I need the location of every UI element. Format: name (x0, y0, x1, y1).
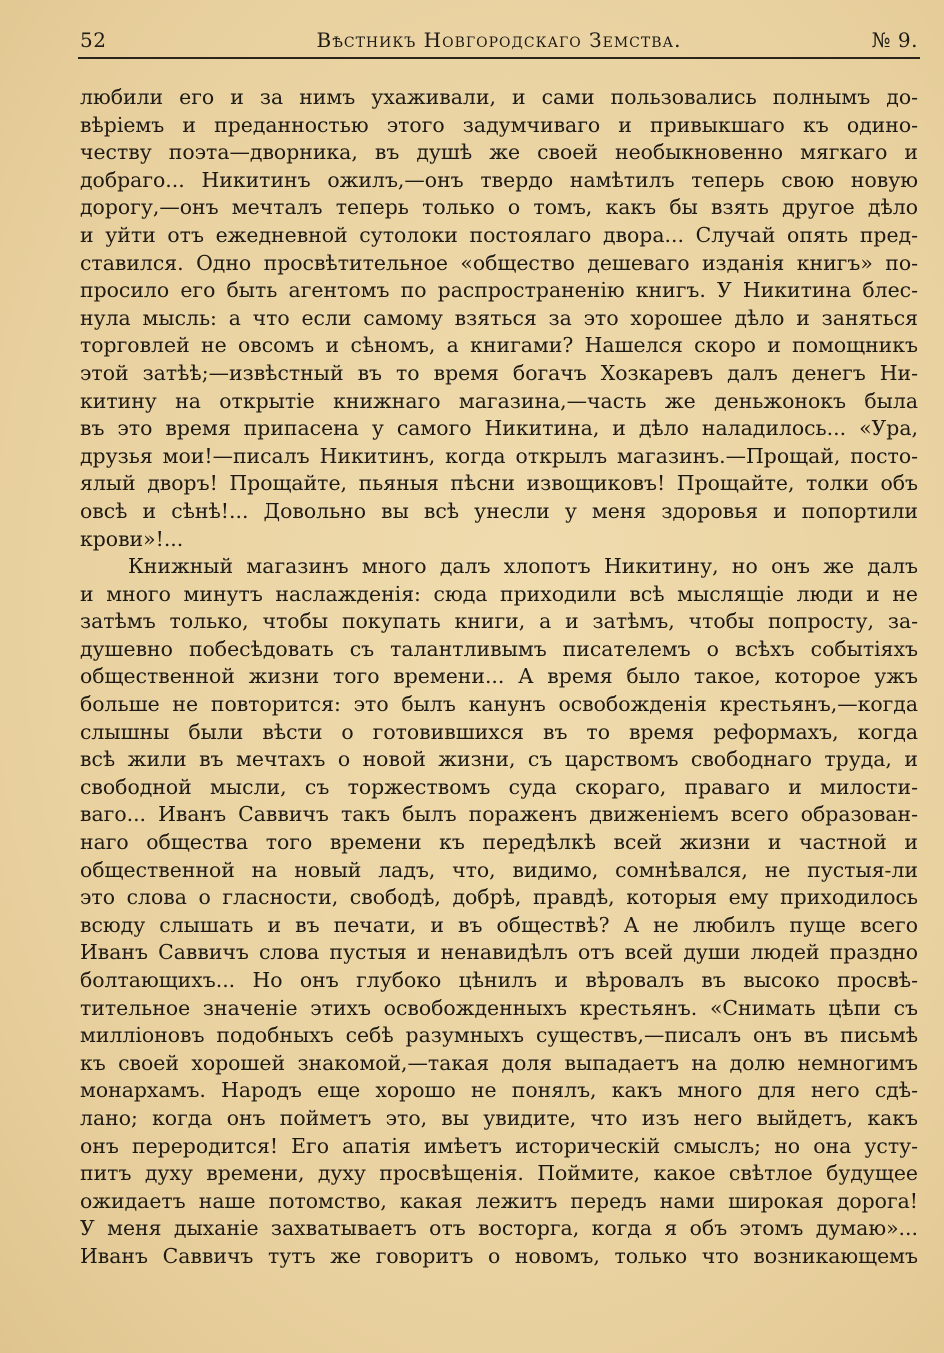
text-line: онъ переродится! Его апатія имѣетъ историческій смыслъ; но она усту- (80, 1133, 918, 1158)
text-line: болтающихъ... Но онъ глубоко цѣнилъ и вѣровалъ въ высоко просвѣ- (80, 968, 918, 992)
text-line: всѣ жили въ мечтахъ о новой жизни, съ царствомъ свободнаго труда, и (80, 747, 918, 772)
text-line: и уйти отъ ежедневной сутолоки постоялаго двора... Случай опять пред- (80, 222, 918, 247)
text-line: этой затѣѣ;—извѣстный въ то время богачъ Хозкаревъ далъ денегъ Ни- (80, 360, 918, 385)
text-line: торговлей не овсомъ и сѣномъ, а книгами? Нашелся скоро и помощникъ (80, 333, 918, 358)
text-line: дорогу,—онъ мечталъ теперь только о томъ, какъ бы взять другое дѣло (80, 195, 918, 220)
journal-title: Вѣстникъ Новгородскаго Земства. (316, 28, 682, 52)
text-line: лано; когда онъ пойметъ это, вы увидите, что изъ него выйдетъ, какъ (80, 1105, 918, 1130)
page-number: 52 (80, 28, 107, 52)
text-line: ставился. Одно просвѣтительное «общество дешеваго изданія книгъ» по- (80, 250, 918, 275)
text-line: вѣріемъ и преданностью этого задумчиваго и привыкшаго къ одино- (80, 112, 918, 137)
text-line: къ своей хорошей знакомой,—такая доля выпадаетъ на долю немногимъ (80, 1050, 918, 1075)
text-line: наго общества того времени къ передѣлкѣ всей жизни и частной и (80, 830, 918, 855)
text-line: китину на открытіе книжнаго магазина,—часть же деньжонокъ была (80, 388, 918, 413)
text-line: душевно побесѣдовать съ талантливымъ писателемъ о всѣхъ событіяхъ (80, 636, 918, 661)
text-line: любили его и за нимъ ухаживали, и сами пользовались полнымъ до- (80, 85, 918, 109)
text-line: затѣмъ только, чтобы покупать книги, а и затѣмъ, чтобы попросту, за- (80, 609, 918, 634)
text-line: Иванъ Саввичъ слова пустыя и ненавидѣлъ отъ всей души людей праздно (80, 940, 918, 965)
text-line: Иванъ Саввичъ тутъ же говоритъ о новомъ, только что возникающемъ (80, 1243, 918, 1268)
text-line: У меня дыханіе захватываетъ отъ восторга, когда я объ этомъ думаю»... (80, 1216, 918, 1241)
text-line: просило его быть агентомъ по распространенію книгъ. У Никитина блес- (80, 278, 918, 303)
text-line: монархамъ. Народъ еще хорошо не понялъ, какъ много для него сдѣ- (80, 1078, 918, 1103)
text-line: и много минутъ наслажденія: сюда приходили всѣ мыслящіе люди и не (80, 581, 918, 606)
text-line: ваго... Иванъ Саввичъ такъ былъ пораженъ движеніемъ всего образован- (80, 802, 918, 827)
text-line: милліоновъ подобныхъ себѣ разумныхъ существъ,—писалъ онъ въ письмѣ (80, 1023, 918, 1048)
paragraph-end-line: крови»!... (80, 526, 184, 551)
text-line: всюду слышать и въ печати, и въ обществѣ? А не любилъ пуще всего (80, 912, 918, 937)
issue-number: № 9. (871, 28, 918, 52)
text-line: нула мысль: а что если самому взяться за это хорошее дѣло и заняться (80, 305, 918, 330)
text-line: свободной мысли, съ торжествомъ суда скораго, праваго и милости- (80, 774, 918, 799)
text-line: общественной жизни того времени... А время было такое, которое ужъ (80, 664, 918, 689)
text-line: общественной на новый ладъ, что, видимо, сомнѣвался, не пустыя-ли (80, 857, 918, 882)
header-rule (78, 57, 920, 59)
body-text (80, 84, 918, 1271)
text-line: овсѣ и сѣнѣ!... Довольно вы всѣ унесли у меня здоровья и попортили (80, 498, 918, 523)
paragraph-first-line: Книжный магазинъ много далъ хлопотъ Никитину, но онъ же далъ (128, 554, 918, 579)
text-line: друзья мои!—писалъ Никитинъ, когда открылъ магазинъ.—Прощай, посто- (80, 443, 918, 468)
text-line: честву поэта—дворника, въ душѣ же своей необыкновенно мягкаго и (80, 140, 918, 165)
running-header (80, 26, 918, 60)
text-line: тительное значеніе этихъ освобожденныхъ крестьянъ. «Снимать цѣпи съ (80, 995, 918, 1020)
text-line: добраго... Никитинъ ожилъ,—онъ твердо намѣтилъ теперь свою новую (80, 167, 918, 192)
text-line: ялый дворъ! Прощайте, пьяныя пѣсни извощиковъ! Прощайте, толки объ (80, 471, 918, 496)
text-line: въ это время припасена у самого Никитина, и дѣло наладилось... «Ура, (80, 416, 918, 441)
text-line: это слова о гласности, свободѣ, добрѣ, правдѣ, которыя ему приходилось (80, 885, 918, 910)
text-line: ожидаетъ наше потомство, какая лежитъ передъ нами широкая дорога! (80, 1188, 918, 1213)
text-line: питъ духу времени, духу просвѣщенія. Поймите, какое свѣтлое будущее (80, 1161, 918, 1186)
text-line: больше не повторится: это былъ канунъ освобожденія крестьянъ,—когда (80, 692, 918, 717)
text-line: слышны были вѣсти о готовившихся въ то время реформахъ, когда (80, 719, 918, 744)
